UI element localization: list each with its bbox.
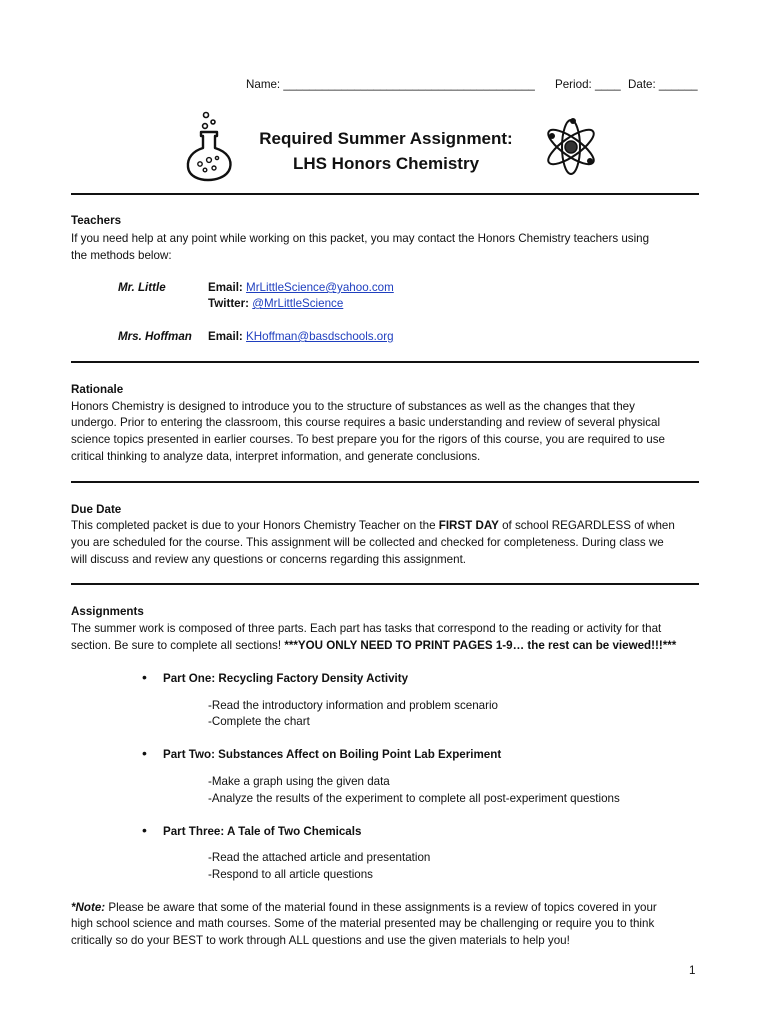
teacher-name-little: Mr. Little (118, 281, 166, 294)
page-subtitle: LHS Honors Chemistry (292, 154, 480, 173)
name-field[interactable]: Name: _______________________________________ (246, 78, 535, 91)
divider (71, 361, 699, 363)
rationale-line: Honors Chemistry is designed to introduce you to the structure of substances as well as the changes that they (71, 400, 635, 413)
rationale-heading: Rationale (71, 383, 124, 396)
email-link-little[interactable]: MrLittleScience@yahoo.com (246, 281, 394, 294)
date-field[interactable]: Date: ______ (628, 78, 698, 91)
divider (71, 193, 699, 195)
teachers-heading: Teachers (71, 214, 122, 227)
email-label: Email: (208, 330, 243, 343)
note-line: high school science and math courses. Some of the material presented may be challenging or require you to think (71, 917, 655, 930)
assignments-heading: Assignments (71, 605, 144, 618)
due-date-text: of school REGARDLESS of when (498, 519, 675, 532)
part-task: -Read the introductory information and problem scenario (208, 699, 498, 712)
rationale-line: undergo. Prior to entering the classroom, this course requires a basic understanding and review of several physical (71, 416, 661, 429)
page-number: 1 (689, 964, 696, 977)
teacher-name-hoffman: Mrs. Hoffman (118, 330, 192, 343)
email-row-little (208, 279, 394, 296)
due-date-text: This completed packet is due to your Honors Chemistry Teacher on the (71, 519, 439, 532)
rationale-line: critical thinking to analyze data, interpret information, and generate conclusions. (71, 450, 481, 463)
part-task: -Analyze the results of the experiment to complete all post-experiment questions (208, 792, 620, 805)
teachers-intro-cont: the methods below: (71, 249, 172, 262)
assignments-line (71, 637, 676, 654)
due-date-line: you are scheduled for the course. This assignment will be collected and checked for completeness. During class we (71, 536, 664, 549)
due-date-line: will discuss and review any questions or concerns regarding this assignment. (71, 553, 467, 566)
part-title: Part Two: Substances Affect on Boiling Point Lab Experiment (163, 748, 502, 761)
bullet-icon: • (142, 669, 147, 685)
divider (71, 481, 699, 483)
note-line: critically so do your BEST to work through ALL questions and use the given materials to help you! (71, 934, 570, 947)
due-date-line (71, 517, 675, 534)
part-task: -Make a graph using the given data (208, 775, 390, 788)
atom-icon (540, 116, 602, 178)
twitter-label: Twitter: (208, 297, 250, 310)
part-task: -Respond to all article questions (208, 868, 373, 881)
first-day-emphasis: FIRST DAY (438, 519, 499, 532)
teachers-intro: If you need help at any point while working on this packet, you may contact the Honors Chemistry teachers using (71, 232, 650, 245)
period-field[interactable]: Period: ____ (555, 78, 621, 91)
page-title: Required Summer Assignment: (259, 129, 513, 148)
part-task: -Read the attached article and presentation (208, 851, 431, 864)
twitter-row-little (208, 295, 343, 312)
email-label: Email: (208, 281, 243, 294)
bullet-icon: • (142, 822, 147, 838)
note-line (71, 899, 657, 916)
part-title: Part One: Recycling Factory Density Activity (163, 672, 409, 685)
note-text: Please be aware that some of the material found in these assignments is a review of topics covered in your (105, 901, 657, 914)
assignments-text: section. Be sure to complete all sections! (71, 639, 285, 652)
divider (71, 583, 699, 585)
part-title: Part Three: A Tale of Two Chemicals (163, 825, 362, 838)
bullet-icon: • (142, 745, 147, 761)
email-link-hoffman[interactable]: KHoffman@basdschools.org (246, 330, 394, 343)
note-label: *Note: (71, 901, 106, 914)
part-task: -Complete the chart (208, 715, 310, 728)
twitter-link-little[interactable]: @MrLittleScience (252, 297, 344, 310)
due-date-heading: Due Date (71, 503, 122, 516)
print-pages-notice: ***YOU ONLY NEED TO PRINT PAGES 1-9… the rest can be viewed!!!*** (284, 639, 677, 652)
email-row-hoffman (208, 328, 394, 345)
rationale-line: science topics presented in earlier courses. To best prepare you for the rigors of this course, you are required to use (71, 433, 665, 446)
flask-icon (184, 110, 236, 182)
assignments-line: The summer work is composed of three parts. Each part has tasks that correspond to the reading or activity for that (71, 622, 662, 635)
